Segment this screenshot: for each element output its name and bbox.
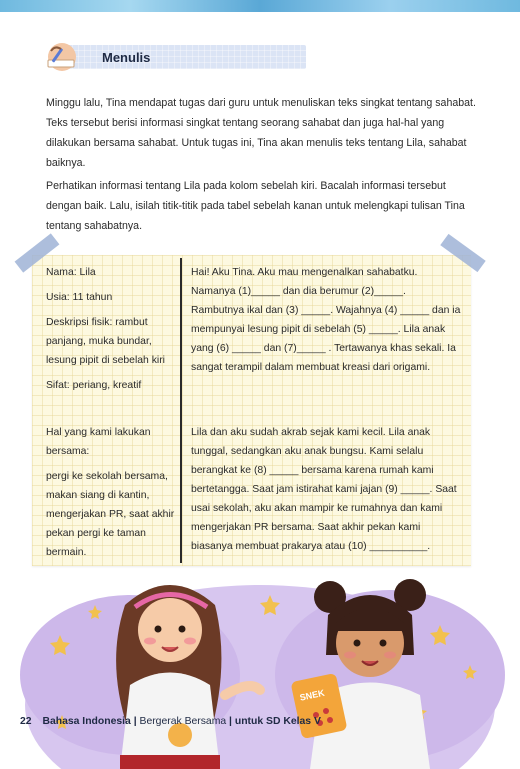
- friends-illustration: [0, 565, 520, 769]
- info-physical: Deskripsi fisik: rambut panjang, muka bundar, lesung pipit di sebelah kiri: [46, 317, 165, 366]
- snack-label: SNEK: [298, 687, 326, 703]
- intro-paragraph-1: Minggu lalu, Tina mendapat tugas dari guru untuk menuliskan teks singkat tentang sahabat. Teks tersebut berisi informasi singkat tentang seorang sahabat dan juga hal-hal yang dilakukan bersama sahabat. Untuk tugas ini, Tina akan menulis teks tentang Lila, sahabat baiknya.: [46, 97, 476, 169]
- info-traits: Sifat: periang, kreatif: [46, 380, 142, 391]
- activities-list: pergi ke sekolah bersama, makan siang di kantin, mengerjakan PR, saat akhir pekan pergi ke taman bermain.: [46, 471, 175, 558]
- grade-label: untuk SD Kelas V: [234, 716, 321, 727]
- footer-separator-2: |: [229, 716, 232, 727]
- activities-cell: [46, 423, 178, 568]
- book-title: Bahasa Indonesia: [42, 716, 131, 727]
- top-decoration-band: [0, 0, 520, 12]
- lila-info-cell: [46, 263, 174, 401]
- tina-text-part-1: Hai! Aku Tina. Aku mau mengenalkan sahabatku. Namanya (1)_____ dan dia berumur (2)_____. Rambutnya ikal dan (3) _____. Wajahnya (4) _____ dan ia mempunyai lesung pipit di sebelah (5) _____. Lila anak yang (6) _____ dan (7)_____ . Tertawanya khas sekali. Ia sangat terampil dalam membuat kreasi dari origami.: [191, 267, 461, 373]
- header-bar: [54, 45, 306, 69]
- section-title: Menulis: [102, 50, 151, 65]
- footer-separator: |: [133, 716, 137, 727]
- intro-paragraph-2: Perhatikan informasi tentang Lila pada kolom sebelah kiri. Bacalah informasi tersebut dengan baik. Lalu, isilah titik-titik pada tabel sebelah kanan untuk melengkapi tulisan Tina tentang sahabatnya.: [46, 180, 465, 232]
- column-divider: [180, 258, 182, 563]
- page-footer: [20, 716, 321, 727]
- writing-hand-icon: [44, 41, 80, 73]
- activities-heading: Hal yang kami lakukan bersama:: [46, 427, 151, 457]
- info-name: Nama: Lila: [46, 267, 96, 278]
- tina-text-part-2: Lila dan aku sudah akrab sejak kami kecil. Lila anak tunggal, sedangkan aku anak bungsu. Kami selalu berangkat ke (8) _____ bersama karena rumah kami bertetangga. Saat jam istirahat kami jajan (9) _____. Saat usai sekolah, aku akan mampir ke rumahnya dan kami mengerjakan PR bersama. Saat akhir pekan kami biasanya membuat prakarya atau (10) __________.: [191, 427, 457, 552]
- book-subtitle: Bergerak Bersama: [139, 716, 227, 727]
- section-header: [44, 41, 306, 75]
- info-age: Usia: 11 tahun: [46, 292, 113, 303]
- page-number: 22: [20, 716, 32, 727]
